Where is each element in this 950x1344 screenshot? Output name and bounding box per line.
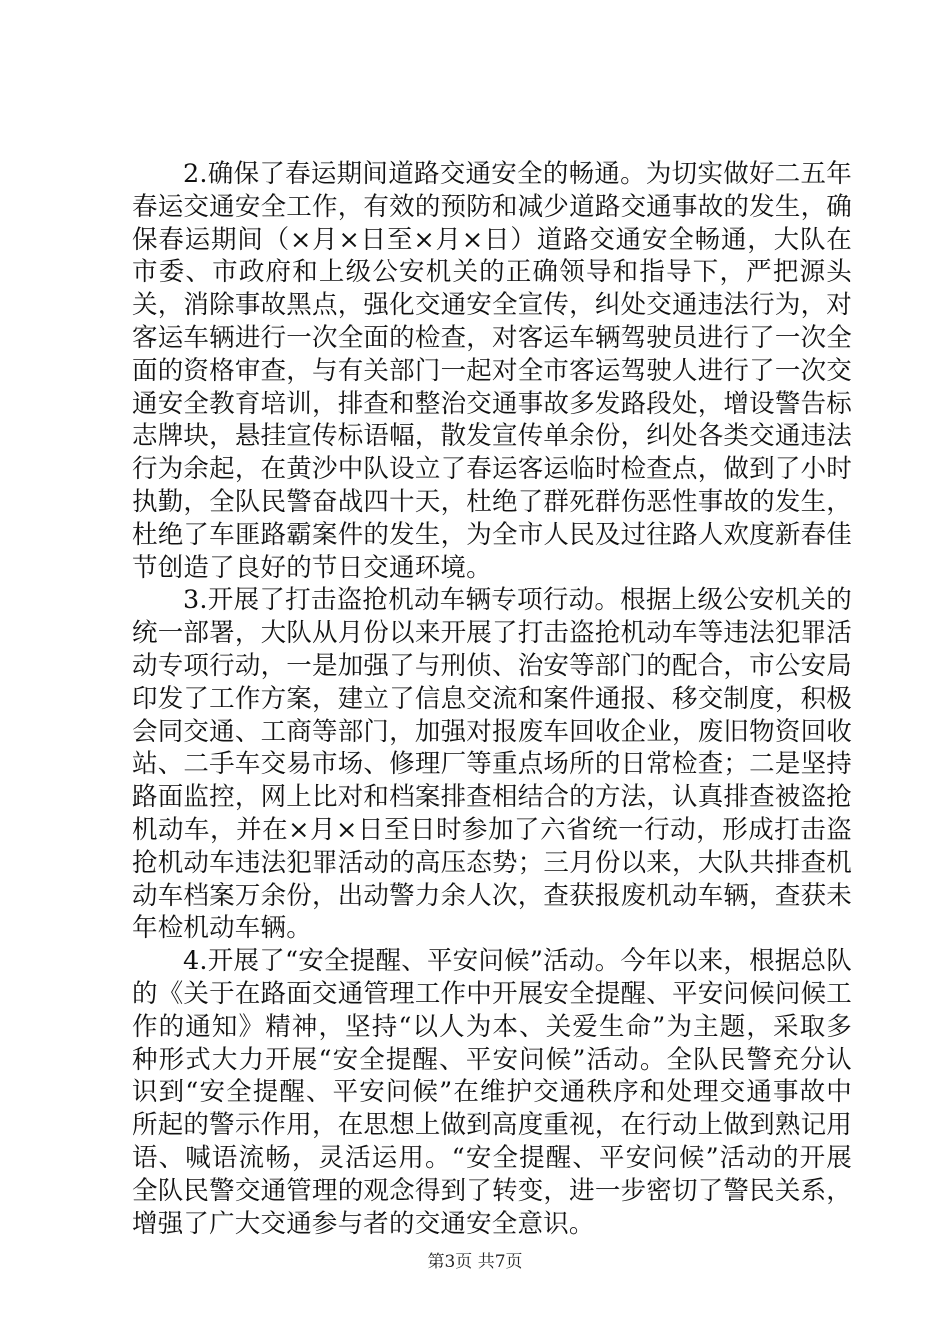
paragraph-anti-theft-campaign: 3.开展了打击盗抢机动车辆专项行动。根据上级公安机关的统一部署，大队从月份以来开展了打击盗抢机动车等违法犯罪活动专项行动，一是加强了与刑侦、治安等部门的配合，市公安局印发了工作方案，建立了信息交流和案件通报、移交制度，积极会同交通、工商等部门，加强对报废车回收企业，废旧物资回收站、二手车交易市场、修理厂等重点场所的日常检查；二是坚持路面监控，网上比对和档案排查相结合的方法，认真排查被盗抢机动车，并在×月×日至日时参加了六省统一行动，形成打击盗抢机动车违法犯罪活动的高压态势；三月份以来，大队共排查机动车档案万余份，出动警力余人次，查获报废机动车辆，查获未年检机动车辆。 — [132, 585, 852, 944]
page-number-footer: 第3页 共7页 — [427, 1252, 523, 1272]
paragraph-safety-reminder-campaign: 4.开展了“安全提醒、平安问候”活动。今年以来，根据总队的《关于在路面交通管理工作中开展安全提醒、平安问候问候工作的通知》精神，坚持“以人为本、关爱生命”为主题，采取多种形式大力开展“安全提醒、平安问候”活动。全队民警充分认识到“安全提醒、平安问候”在维护交通秩序和处理交通事故中所起的警示作用，在思想上做到高度重视，在行动上做到熟记用语、喊语流畅，灵活运用。“安全提醒、平安问候”活动的开展全队民警交通管理的观念得到了转变，进一步密切了警民关系，增强了广大交通参与者的交通安全意识。 — [132, 946, 852, 1239]
document-body — [132, 158, 852, 1240]
paragraph-spring-transport: 2.确保了春运期间道路交通安全的畅通。为切实做好二五年春运交通安全工作，有效的预防和减少道路交通事故的发生，确保春运期间（×月×日至×月×日）道路交通安全畅通，大队在市委、市政府和上级公安机关的正确领导和指导下，严把源头关，消除事故黑点，强化交通安全宣传，纠处交通违法行为，对客运车辆进行一次全面的检查，对客运车辆驾驶员进行了一次全面的资格审查，与有关部门一起对全市客运驾驶人进行了一次交通安全教育培训，排查和整治交通事故多发路段处，增设警告标志牌块，悬挂宣传标语幅，散发宣传单余份，纠处各类交通违法行为余起，在黄沙中队设立了春运客运临时检查点，做到了小时执勤，全队民警奋战四十天，杜绝了群死群伤恶性事故的发生，杜绝了车匪路霸案件的发生，为全市人民及过往路人欢度新春佳节创造了良好的节日交通环境。 — [132, 159, 852, 583]
